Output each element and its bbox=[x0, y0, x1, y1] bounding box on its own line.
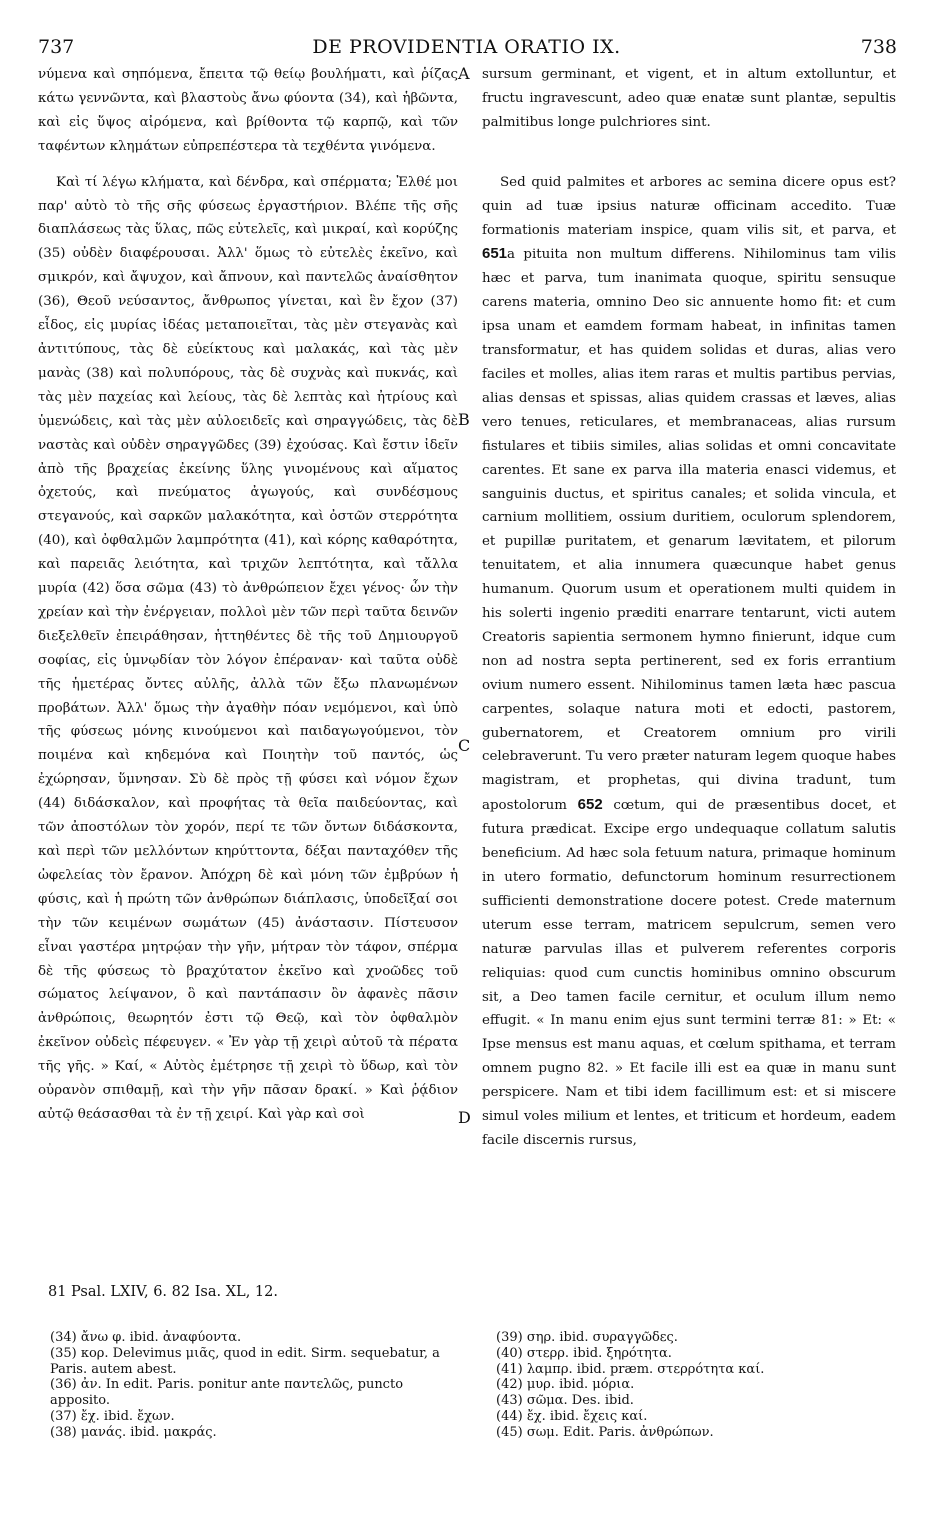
section-marker-652: 652 bbox=[577, 796, 603, 814]
latin-column bbox=[482, 63, 896, 1153]
latin-paragraph-2 bbox=[482, 171, 896, 1153]
left-page-number: 737 bbox=[38, 36, 75, 58]
margin-letter-d: D bbox=[458, 1108, 471, 1127]
footnote-37: (37) ἔχ. ibid. ἔχων. bbox=[50, 1408, 175, 1424]
footnote-42: (42) μυρ. ibid. μόρια. bbox=[496, 1377, 635, 1393]
section-marker-651: 651 bbox=[482, 245, 508, 263]
latin-text-c: cœtum, qui de præsentibus docet, et futura prædicat. Excipe ergo undequaque collatum salutis beneficium. Ad hæc sola fetuum natura, primaque hominum in utero formatio, defunctorum hominum resurrectionem sufficienti demonstratione docere potest. Crede maternum uterum esse terram, matricem sepulcrum, semen vero naturæ parvulas illas et pulverem referentes corporis reliquias: quod cum cunctis hominibus omnino obscurum sit, a Deo tamen facile cernitur, et oculum illum nemo effugit. « In manu enim ejus sunt termini terræ 81: » Et: « Ipse mensus est manu aquas, et cœlum spithama, et terram omnem pugno 82. » Et facile illi est ea quæ in manu sunt perspicere. Nam et tibi idem facillimum est: et si miscere simul voles milium et lentes, et triticum et hordeum, eadem facile discernis rursus, bbox=[482, 798, 896, 1148]
footnote-44: (44) ἔχ. ibid. ἔχεις καί. bbox=[496, 1408, 648, 1424]
latin-text-a: Sed quid palmites et arbores ac semina dicere opus est? quin ad tuæ ipsius naturæ officinam accedito. Tuæ formationis materiam inspice, quam vilis sit, et parva, et bbox=[482, 174, 896, 238]
latin-text-b: a pituita non multum differens. Nihilominus tam vilis hæc et parva, tum inanimata quoque, spiritu sensuque carens materia, omnino Deo sic annuente homo fit: et cum ipsa unam et eamdem formam habeat, in infinitas tamen transformatur, et has quidem solidas et duras, alias vero faciles et molles, alias item raras et multis partibus pervias, alias densas et spissas, alias quidem crassas et læves, alias vero tenues, reticulares, et membranaceas, alias rursum fistulares et tibiis similes, alias solidas et omni concavitate carentes. Et sane ex parva illa materia enasci videmus, et sanguinis ductus, et spiritus canales; et solida vincula, et carnium mollitiem, ossium duritiem, oculorum splendorem, et pupillæ puritatem, et genarum lævitatem, et pilorum tenuitatem, et alia innumera quæcunque habet genus humanum. Quorum usum et operationem multi quidem in his solerti ingenio præditi enarrare tentarunt, victi autem Creatoris sapientia sermonem hymno finierunt, idque cum non ad nostra septa pertinerent, sed ex foris errantium ovium numero essent. Nihilominus tamen læta hæc pascua carpentes, solaque natura moti et edocti, pastorem, gubernatorem, et Creatorem omnium pro virili celebraverunt. Tu vero præter naturam legem quoque habes magistram, et prophetas, qui divina tradunt, tum apostolorum bbox=[482, 247, 896, 814]
footnote-41: (41) λαμπρ. ibid. præm. στερρότητα καί. bbox=[496, 1361, 765, 1377]
greek-paragraph-1: νύμενα καὶ σηπόμενα, ἔπειτα τῷ θείῳ βουλήματι, καὶ ῥίζας κάτω γεννῶντα, καὶ βλαστοὺς ἄνω φύοντα (34), καὶ ἡβῶντα, καὶ εἰς ὕψος αἰρόμενα, καὶ βρίθοντα τῷ καρπῷ, καὶ τῶν ταφέντων κλημάτων εὐπρεπέστερα τὰ τεχθέντα γινόμενα. bbox=[38, 67, 458, 154]
footnote-39: (39) σηρ. ibid. συραγγῶδες. bbox=[496, 1330, 678, 1345]
footnotes-left bbox=[50, 1330, 450, 1441]
right-page-number: 738 bbox=[860, 36, 897, 58]
greek-paragraph-2: Καὶ τί λέγω κλήματα, καὶ δένδρα, καὶ σπέρματα; Ἐλθέ μοι παρ' αὐτὸ τὸ τῆς σῆς φύσεως ἐργαστήριον. Βλέπε τῆς σῆς διαπλάσεως τὰς ὕλας, πῶς εὐτελεῖς, καὶ μικραί, καὶ κορύζης (35) οὐδὲν διαφέρουσαι. Ἀλλ' ὅμως τὸ εὐτελὲς ἐκεῖνο, καὶ σμικρόν, καὶ ἄψυχον, καὶ ἄπνουν, καὶ παντελῶς ἀναίσθητον (36), Θεοῦ νεύσαντος, ἄνθρωπος γίνεται, καὶ ἓν ἔχον (37) εἶδος, εἰς μυρίας ἰδέας μεταποιεῖται, τὰς μὲν στεγανὰς καὶ ἀντιτύπους, τὰς δὲ εὐείκτους καὶ μαλακάς, καὶ τὰς μὲν μανὰς (38) καὶ πολυπόρους, τὰς δὲ συχνὰς καὶ πυκνάς, καὶ τὰς μὲν παχείας καὶ λείους, τὰς δὲ λεπτὰς καὶ ἠτρίους καὶ ὑμενώδεις, καὶ τὰς μὲν αὐλοειδεῖς καὶ σηραγγώδεις, τὰς δὲ ναστὰς καὶ οὐδὲν σηραγγῶδες (39) ἐχούσας. Καὶ ἔστιν ἰδεῖν ἀπὸ τῆς βραχείας ἐκείνης ὕλης γινομένους καὶ αἵματος ὀχετούς, καὶ πνεύματος ἀγωγούς, καὶ συνδέσμους στεγανούς, καὶ σαρκῶν μαλακότητα, καὶ ὀστῶν στερρότητα (40), καὶ ὀφθαλμῶν λαμπρότητα (41), καὶ κόρης καθαρότητα, καὶ παρειᾶς λειότητα, καὶ τριχῶν λεπτότητα, καὶ τἄλλα μυρία (42) ὅσα σῶμα (43) τὸ ἀνθρώπειον ἔχει γένος· ὧν τὴν χρείαν καὶ τὴν ἐνέργειαν, πολλοὶ μὲν τῶν περὶ ταῦτα δεινῶν διεξελθεῖν ἐπειράθησαν, ἡττηθέντες δὲ τῆς τοῦ Δημιουργοῦ σοφίας, εἰς ὑμνῳδίαν τὸν λόγον ἐπέραναν· καὶ ταῦτα οὐδὲ τῆς ἡμετέρας ὄντες αὐλῆς, ἀλλὰ τῶν ἔξω πλανωμένων προβάτων. Ἀλλ' ὅμως τὴν ἀγαθὴν πόαν νεμόμενοι, καὶ ὑπὸ τῆς φύσεως μόνης κινούμενοι καὶ παιδαγωγούμενοι, τὸν ποιμένα καὶ κηδεμόνα καὶ Ποιητὴν τοῦ παντός, ὡς ἐχώρησαν, ὕμνησαν. Σὺ δὲ πρὸς τῇ φύσει καὶ νόμον ἔχων (44) διδάσκαλον, καὶ προφήτας τὰ θεῖα παιδεύοντας, καὶ τῶν ἀποστόλων τὸν χορόν, περί τε τῶν ὄντων διδάσκοντα, καὶ περὶ τῶν μελλόντων κηρύττοντα, δέξαι πανταχόθεν τῆς ὠφελείας τὸν ἔρανον. Ἀπόχρη δὲ καὶ μόνη τῶν ἐμβρύων ἡ φύσις, καὶ ἡ πρώτη τῶν ἀνθρώπων διάπλασις, ὑποδεῖξαί σοι τὴν τῶν κειμένων σωμάτων (45) ἀνάστασιν. Πίστευσον εἶναι γαστέρα μητρῴαν τὴν γῆν, μήτραν τὸν τάφον, σπέρμα δὲ τῆς φύσεως τὸ βραχύτατον ἐκεῖνο καὶ χνοῶδες τοῦ σώματος λείψανον, ὃ καὶ παντάπασιν ὂν ἀφανὲς πᾶσιν ἀνθρώποις, θεωρητόν ἐστι τῷ Θεῷ, καὶ τὸν ὀφθαλμὸν ἐκεῖνον οὐδεὶς πέφευγεν. « Ἐν γὰρ τῇ χειρὶ αὐτοῦ τὰ πέρατα τῆς γῆς. » Καί, « Αὐτὸς ἐμέτρησε τῇ χειρὶ τὸ ὕδωρ, καὶ τὸν οὐρανὸν σπιθαμῇ, καὶ τὴν γῆν πᾶσαν δρακί. » Καὶ ῥᾴδιον αὐτῷ θεάσασθαι τὰ ἐν τῇ χειρί. Καὶ γὰρ καὶ σοὶ bbox=[38, 174, 458, 1122]
footnote-45: (45) σωμ. Edit. Paris. ἀνθρώπων. bbox=[496, 1424, 714, 1440]
footnote-35: (35) κορ. Delevimus μιᾶς, quod in edit. Sirm. sequebatur, a Paris. autem abest. bbox=[50, 1345, 440, 1377]
footnotes-right bbox=[496, 1330, 896, 1441]
footnote-36: (36) ἀν. In edit. Paris. ponitur ante παντελῶς, puncto apposito. bbox=[50, 1377, 404, 1409]
scripture-references: 81 Psal. LXIV, 6. 82 Isa. XL, 12. bbox=[48, 1284, 278, 1300]
latin-paragraph-1: sursum germinant, et vigent, et in altum extolluntur, et fructu ingravescunt, adeo quæ enatæ sunt plantæ, sepultis palmitibus longe pulchriores sint. bbox=[482, 67, 896, 130]
margin-letter-b: B bbox=[458, 410, 470, 429]
running-title: DE PROVIDENTIA ORATIO IX. bbox=[312, 36, 621, 58]
footnote-38: (38) μανάς. ibid. μακράς. bbox=[50, 1424, 217, 1440]
footnote-40: (40) στερρ. ibid. ξηρότητα. bbox=[496, 1345, 672, 1361]
greek-column bbox=[38, 63, 458, 1127]
margin-letter-a: A bbox=[458, 64, 470, 83]
footnote-34: (34) ἄνω φ. ibid. ἀναφύοντα. bbox=[50, 1330, 242, 1345]
margin-letter-c: C bbox=[458, 736, 471, 755]
footnote-43: (43) σῶμα. Des. ibid. bbox=[496, 1393, 634, 1409]
